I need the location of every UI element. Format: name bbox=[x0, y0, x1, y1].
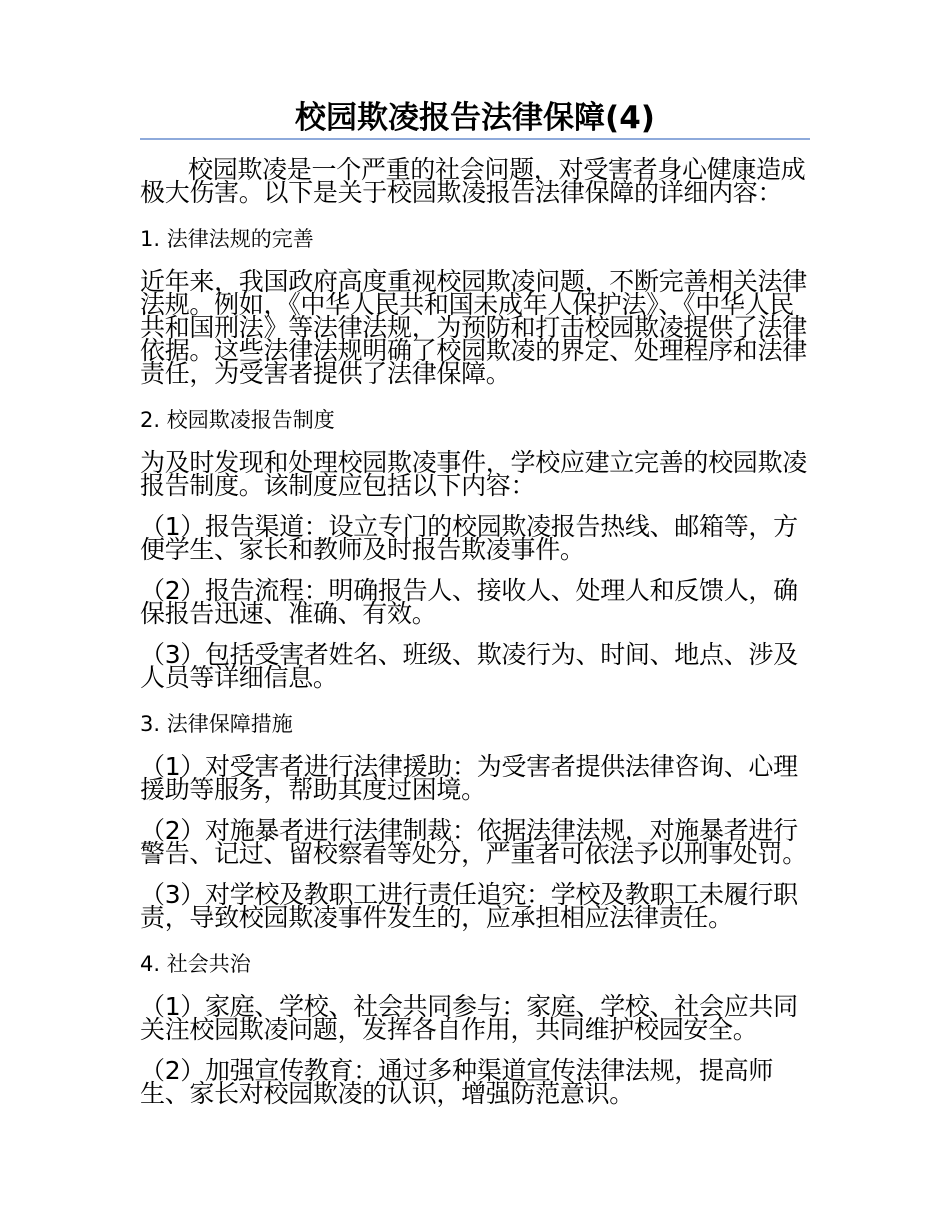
section-1-paragraph-1: 近年来，我国政府高度重视校园欺凌问题，不断完善相关法律法规。例如，《中华人民共和国未成年人保护法》、《中华人民共和国刑法》等法律法规，为预防和打击校园欺凌提供了法律依据。这些法律法规明确了校园欺凌的界定、处理程序和法律责任，为受害者提供了法律保障。 bbox=[140, 267, 807, 388]
section-heading-3: 3. 法律保障措施 bbox=[140, 712, 293, 736]
section-2-item-2: （2）报告流程：明确报告人、接收人、处理人和反馈人，确保报告迅速、准确、有效。 bbox=[140, 576, 798, 628]
document-page bbox=[140, 100, 810, 1108]
section-2-item-3: （3）包括受害者姓名、班级、欺凌行为、时间、地点、涉及人员等详细信息。 bbox=[140, 640, 798, 692]
section-3-item-3: （3）对学校及教职工进行责任追究：学校及教职工未履行职责，导致校园欺凌事件发生的，应承担相应法律责任。 bbox=[140, 880, 798, 932]
section-4-item-2: （2）加强宣传教育：通过多种渠道宣传法律法规，提高师生、家长对校园欺凌的认识，增强防范意识。 bbox=[140, 1056, 774, 1108]
section-heading-2: 2. 校园欺凌报告制度 bbox=[140, 408, 335, 432]
section-heading-4: 4. 社会共治 bbox=[140, 952, 251, 976]
intro-paragraph: 校园欺凌是一个严重的社会问题，对受害者身心健康造成极大伤害。以下是关于校园欺凌报告法律保障的详细内容： bbox=[140, 155, 806, 207]
document-title: 校园欺凌报告法律保障(4) bbox=[140, 100, 810, 140]
section-heading-1: 1. 法律法规的完善 bbox=[140, 227, 314, 251]
section-2-paragraph-1: 为及时发现和处理校园欺凌事件，学校应建立完善的校园欺凌报告制度。该制度应包括以下内容： bbox=[140, 448, 807, 500]
section-4-item-1: （1）家庭、学校、社会共同参与：家庭、学校、社会应共同关注校园欺凌问题，发挥各自作用，共同维护校园安全。 bbox=[140, 992, 798, 1044]
section-2-item-1: （1）报告渠道：设立专门的校园欺凌报告热线、邮箱等，方便学生、家长和教师及时报告欺凌事件。 bbox=[140, 512, 798, 564]
section-3-item-2: （2）对施暴者进行法律制裁：依据法律法规，对施暴者进行警告、记过、留校察看等处分，严重者可依法予以刑事处罚。 bbox=[140, 816, 807, 868]
section-3-item-1: （1）对受害者进行法律援助：为受害者提供法律咨询、心理援助等服务，帮助其度过困境。 bbox=[140, 752, 798, 804]
